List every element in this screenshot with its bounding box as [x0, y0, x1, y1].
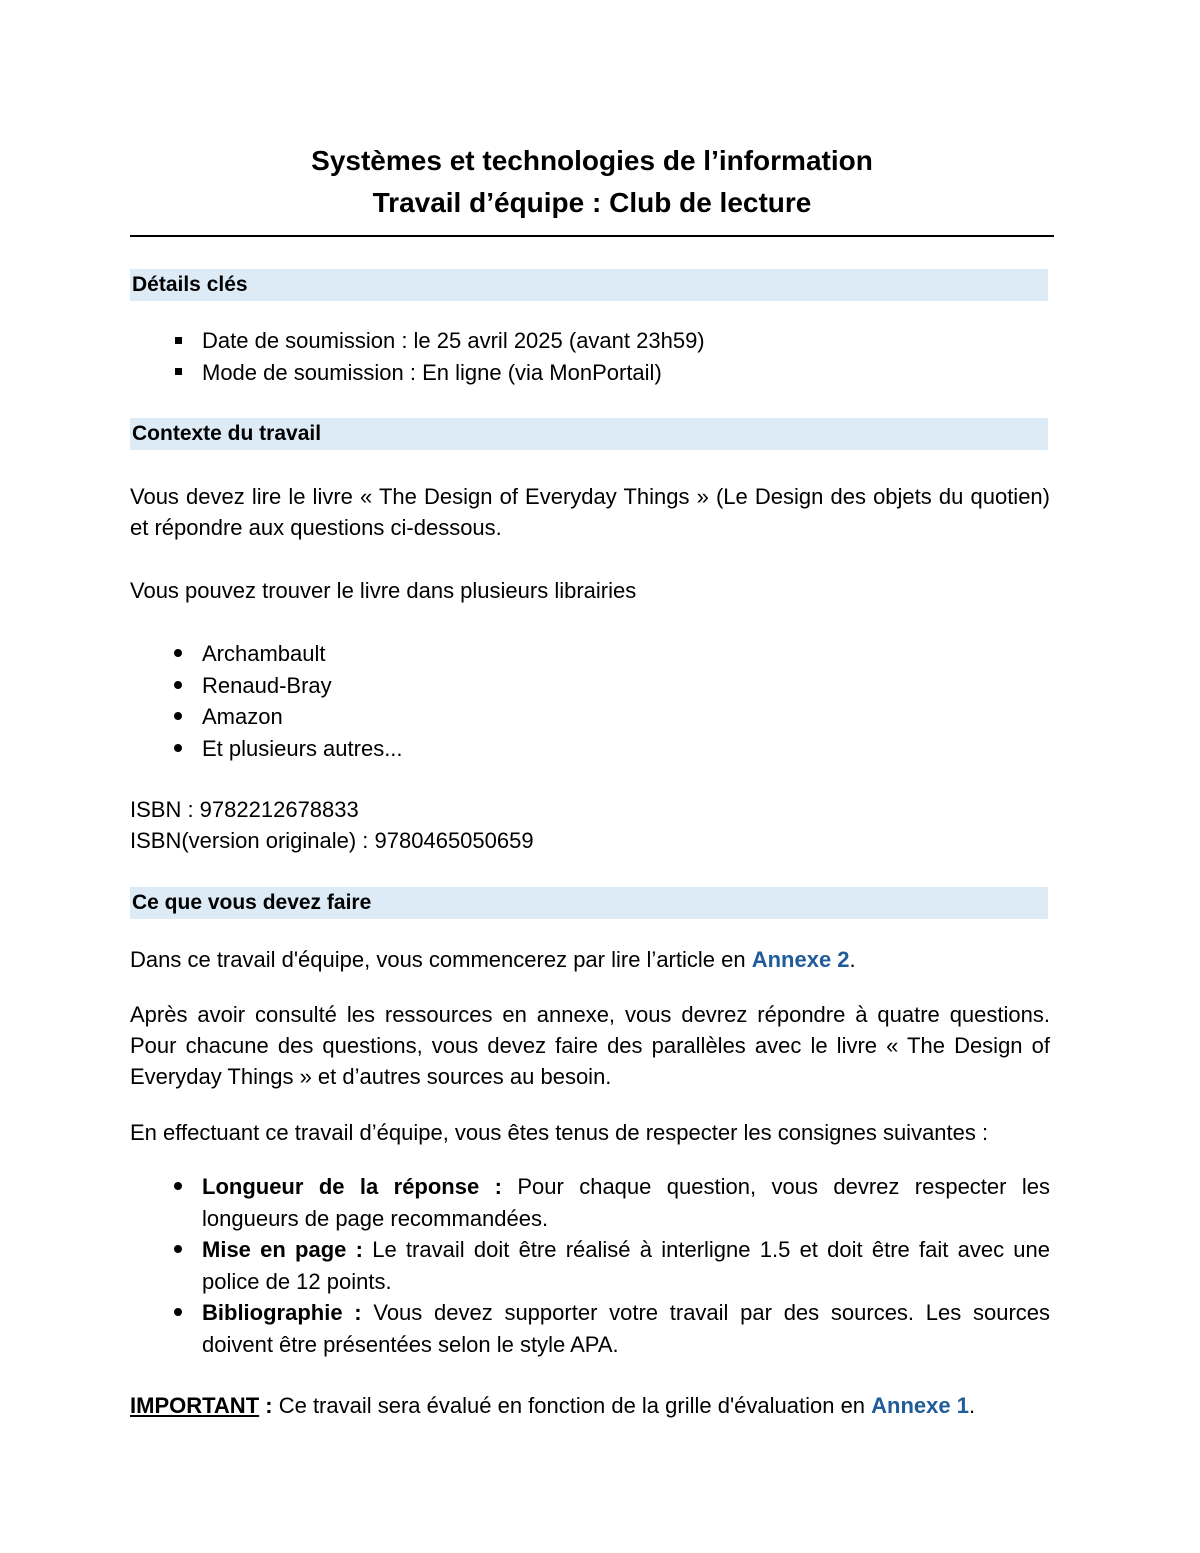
- todo-paragraph-2: Après avoir consulté les ressources en annexe, vous devrez répondre à quatre questions. Pour chacune des questions, vous devez faire des parallèles avec le livre « The Design of Everyday Things » et d’autres sources au besoin.: [130, 1002, 1050, 1089]
- list-item: Archambault: [130, 638, 1050, 670]
- isbn: ISBN : 9782212678833: [130, 797, 359, 822]
- title-line-2: Travail d’équipe : Club de lecture: [372, 187, 812, 218]
- annexe-2-link[interactable]: Annexe 2: [751, 947, 850, 972]
- round-bullet-icon: [174, 744, 182, 752]
- round-bullet-icon: [174, 1182, 182, 1190]
- key-details-list: [130, 325, 1050, 388]
- todo-paragraph-1: Dans ce travail d'équipe, vous commencerez par lire l’article en Annexe 2.: [130, 947, 856, 972]
- title-divider: [130, 235, 1054, 237]
- context-paragraph-1: Vous devez lire le livre « The Design of Everyday Things » (Le Design des objets du quotien) et répondre aux questions ci-dessous.: [130, 484, 1050, 540]
- important-label: IMPORTANT: [130, 1393, 260, 1418]
- isbn-original: ISBN(version originale) : 9780465050659: [130, 828, 534, 853]
- important-note: IMPORTANT : Ce travail sera évalué en fonction de la grille d'évaluation en Annexe 1.: [130, 1393, 976, 1418]
- title-line-1: Systèmes et technologies de l’information: [311, 145, 873, 176]
- rule-label: Mise en page :: [202, 1237, 363, 1262]
- todo-paragraph-3: En effectuant ce travail d’équipe, vous êtes tenus de respecter les consignes suivantes :: [130, 1120, 989, 1145]
- round-bullet-icon: [174, 712, 182, 720]
- section-heading-todo: Ce que vous devez faire: [130, 887, 1048, 919]
- bookstore-list: [130, 638, 1050, 764]
- list-item: Bibliographie : Vous devez supporter votre travail par des sources. Les sources doivent être présentées selon le style APA.: [130, 1297, 1050, 1360]
- square-bullet-icon: [175, 337, 182, 344]
- list-item: Mode de soumission : En ligne (via MonPortail): [130, 357, 1050, 389]
- document-title: [130, 140, 1054, 224]
- round-bullet-icon: [174, 649, 182, 657]
- context-paragraph-2: Vous pouvez trouver le livre dans plusieurs librairies: [130, 578, 637, 603]
- section-heading-key-details: Détails clés: [130, 269, 1048, 301]
- isbn-block: [130, 794, 1050, 856]
- section-heading-context: Contexte du travail: [130, 418, 1048, 450]
- list-item: Date de soumission : le 25 avril 2025 (avant 23h59): [130, 325, 1050, 357]
- square-bullet-icon: [175, 368, 182, 375]
- list-item: Longueur de la réponse : Pour chaque question, vous devrez respecter les longueurs de page recommandées.: [130, 1171, 1050, 1234]
- rules-list: [130, 1171, 1050, 1360]
- annexe-1-link[interactable]: Annexe 1: [871, 1393, 969, 1418]
- rule-label: Longueur de la réponse :: [202, 1174, 502, 1199]
- rule-label: Bibliographie :: [202, 1300, 362, 1325]
- list-item: Renaud-Bray: [130, 670, 1050, 702]
- list-item: Mise en page : Le travail doit être réalisé à interligne 1.5 et doit être fait avec une police de 12 points.: [130, 1234, 1050, 1297]
- round-bullet-icon: [174, 1308, 182, 1316]
- list-item: Et plusieurs autres...: [130, 733, 1050, 765]
- list-item: Amazon: [130, 701, 1050, 733]
- round-bullet-icon: [174, 1245, 182, 1253]
- round-bullet-icon: [174, 681, 182, 689]
